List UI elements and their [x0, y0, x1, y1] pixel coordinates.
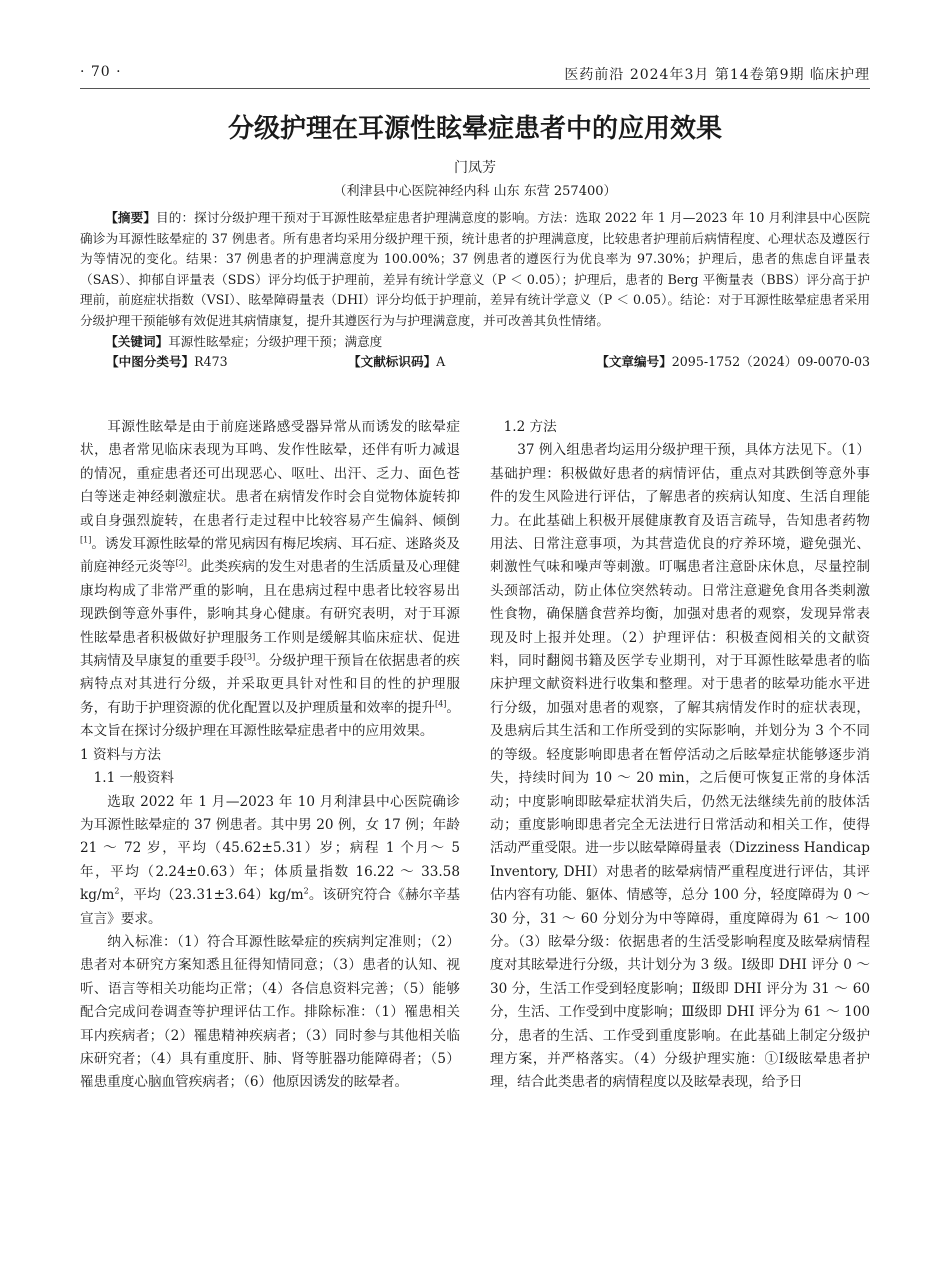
section-1-2-heading: 1.2 方法 [503, 419, 557, 435]
section-1-1-heading: 1.1 一般资料 [93, 770, 174, 787]
introduction-paragraph: 耳源性眩晕是由于前庭迷路感受器异常从而诱发的眩晕症状，患者常见临床表现为耳鸣、发作性眩晕，还伴有听力减退的情况，重症患者还可出现恶心、呕吐、出汗、乏力、面色苍白等迷走神经刺激症状。患者在病情发作时会自觉物体旋转抑或自身强烈旋转，在患者行走过程中比较容易产生偏斜、倾倒[1]。诱发耳源性眩晕的常见病因有梅尼埃病、耳石症、迷路炎及前庭神经元炎等[2]。此类疾病的发生对患者的生活质量及心理健康均构成了非常严重的影响，且在患病过程中患者比较容易出现跌倒等意外事件，影响其身心健康。有研究表明，对于耳源性眩晕患者积极做好护理服务工作则是缓解其临床症状、促进其病情及早康复的重要手段[3]。分级护理干预旨在依据患者的疾病特点对其进行分级，并采取更具针对性和目的性的护理服务，有助于护理资源的优化配置以及护理质量和效率的提升[4]。本文旨在探讨分级护理在耳源性眩晕症患者中的应用效果。 [80, 419, 461, 740]
article-number: 【文章编号】2095-1752（2024）09-0070-03 [596, 354, 870, 370]
methods-paragraph: 37 例入组患者均运用分级护理干预，具体方法见下。（1）基础护理：积极做好患者的病情评估，重点对其跌倒等意外事件的发生风险进行评估，了解患者的疾病认知度、生活自理能力。在此基础上积极开展健康教育及语言疏导，告知患者药物用法、日常注意事项，为其营造优良的疗养环境，避免强光、刺激性气味和噪声等刺激。叮嘱患者注意卧床休息，尽量控制头颈部活动，防止体位突然转动。日常注意避免食用各类刺激性食物，确保膳食营养均衡，加强对患者的观察，发现异常表现及时上报并处理。（2）护理评估：积极查阅相关的文献资料，同时翻阅书籍及医学专业期刊，对于耳源性眩晕患者的临床护理文献资料进行收集和整理。对于患者的眩晕功能水平进行分级，加强对患者的观察，了解其病情发作时的症状表现，及患病后其生活和工作所受到的实际影响，并划分为 3 个不同的等级。轻度影响即患者在暂停活动之后眩晕症状能够逐步消失，持续时间为 10 ～ 20 min，之后便可恢复正常的身体活动；中度影响即眩晕症状消失后，仍然无法继续先前的肢体活动；重度影响即患者完全无法进行日常活动和相关工作，使得活动严重受限。进一步以眩晕障碍量表（Dizziness Handicap Inventory, DHI）对患者的眩晕病情严重程度进行评估，其评估内容有功能、躯体、情感等，总分 100 分，轻度障碍为 0 ～ 30 分，31 ～ 60 分划分为中等障碍，重度障碍为 61 ～ 100 分。（3）眩晕分级：依据患者的生活受影响程度及眩晕病情程度对其眩晕进行分级，共计划分为 3 级。Ⅰ级即 DHI 评分 0 ～ 30 分，生活工作受到轻度影响；Ⅱ级即 DHI 评分为 31 ～ 60 分，生活、工作受到中度影响；Ⅲ级即 DHI 评分为 61 ～ 100 分，患者的生活、工作受到重度影响。在此基础上制定分级护理方案，并严格落实。（4）分级护理实施：①Ⅰ级眩晕患者护理，结合此类患者的病情程度以及眩晕表现，给予日 [490, 442, 870, 1091]
journal-info: 医药前沿 2024年3月 第14卷第9期 临床护理 [564, 67, 870, 83]
general-data-paragraph: 选取 2022 年 1 月—2023 年 10 月利津县中心医院确诊为耳源性眩晕症的 37 例患者。其中男 20 例，女 17 例；年龄 21 ～ 72 岁，平均（45.62±5.31）岁；病程 1 个月～ 5 年，平均（2.24±0.63）年；体质量指数 16.22 ～ 33.58 $kg/m^2$，平均$(23.31\pm 3.64)kg/m^2$。该研究符合《赫尔辛基宣言》要求。 [80, 793, 461, 927]
keywords [80, 332, 870, 353]
page-number: · 70 · [80, 64, 122, 80]
section-1-heading: 1 资料与方法 [80, 746, 161, 763]
abstract-block [80, 208, 870, 374]
criteria-paragraph: 纳入标准：（1）符合耳源性眩晕症的疾病判定准则；（2）患者对本研究方案知悉且征得知情同意；（3）患者的认知、视听、语言等相关功能均正常；（4）各信息资料完善；（5）能够配合完成问卷调查等护理评估工作。排除标准：（1）罹患相关耳内疾病者；（2）罹患精神疾病者；（3）同时参与其他相关临床研究者；（4）具有重度肝、肺、肾等脏器功能障碍者；（5）罹患重度心脑血管疾病者；（6）他原因诱发的眩晕者。 [80, 933, 460, 1091]
classification-row [80, 352, 870, 374]
running-header [80, 58, 870, 89]
author: 门凤芳 [454, 160, 496, 176]
citation-1[interactable]: [1] [80, 535, 92, 545]
article-title: 分级护理在耳源性眩晕症患者中的应用效果 [227, 114, 722, 144]
left-column [80, 416, 460, 1095]
affiliation: （利津县中心医院神经内科 山东 东营 257400） [333, 184, 617, 199]
citation-3[interactable]: [3] [243, 652, 256, 662]
citation-2[interactable]: [2] [175, 558, 187, 568]
abstract [80, 208, 870, 332]
clc-number: 【中图分类号】R473 [106, 354, 228, 370]
abstract-text: 目的：探讨分级护理干预对于耳源性眩晕症患者护理满意度的影响。方法：选取 2022 年 1 月—2023 年 10 月利津县中心医院确诊为耳源性眩晕症的 37 例患者。所有患者均采用分级护理干预，统计患者的护理满意度，比较患者护理前后病情程度、心理状态及遵医行为等情况的变化。结果：37 例患者的护理满意度为 100.00%；37 例患者的遵医行为优良率为 97.30%；护理后，患者的焦虑自评量表（SAS）、抑郁自评量表（SDS）评分均低于护理前，差异有统计学意义（P ＜ 0.05）；护理后，患者的 Berg 平衡量表（BBS）评分高于护理前，前庭症状指数（VSI）、眩晕障碍量表（DHI）评分均低于护理前，差异有统计学意义（P ＜ 0.05）。结论：对于耳源性眩晕症患者采用分级护理干预能够有效促进其病情康复，提升其遵医行为与护理满意度，并可改善其负性情绪。 [80, 210, 871, 328]
abstract-label: 【摘要】 [105, 210, 157, 225]
keywords-label: 【关键词】 [105, 333, 169, 349]
right-column [490, 416, 870, 1095]
keywords-text: 耳源性眩晕症；分级护理干预；满意度 [168, 333, 383, 349]
document-code: 【文献标识码】A [348, 354, 446, 370]
citation-4[interactable]: [4] [435, 699, 447, 709]
